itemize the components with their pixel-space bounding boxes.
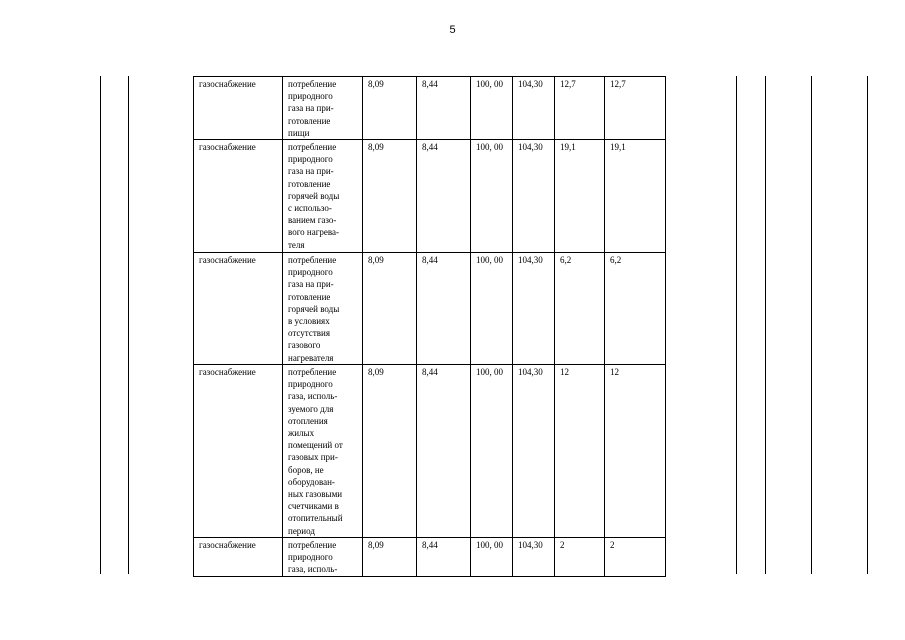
value-cell: 12,7 — [555, 77, 605, 140]
value-cell: 104,30 — [513, 365, 555, 538]
outer-column-line — [867, 76, 868, 574]
value-cell: 8,44 — [417, 365, 471, 538]
value-cell: 100, 00 — [471, 77, 513, 140]
description-cell: потребление природного газа, исполь- зуемого для отопления жилых помещений от газовых при- боров, не оборудован- ных газовыми счетчиками в отопительный период — [283, 365, 363, 538]
description-cell: потребление природного газа на при- готовление пищи — [283, 77, 363, 140]
outer-column-line — [765, 76, 766, 574]
page-number: 5 — [449, 24, 456, 36]
value-cell: 12,7 — [605, 77, 666, 140]
value-cell: 100, 00 — [471, 365, 513, 538]
value-cell: 2 — [555, 538, 605, 577]
value-cell: 12 — [555, 365, 605, 538]
value-cell: 8,09 — [363, 538, 417, 577]
tariff-table — [193, 76, 666, 577]
service-cell: газоснабжение — [194, 140, 283, 253]
value-cell: 12 — [605, 365, 666, 538]
value-cell: 104,30 — [513, 253, 555, 365]
table-row — [194, 538, 666, 577]
value-cell: 2 — [605, 538, 666, 577]
table-row — [194, 253, 666, 365]
value-cell: 8,09 — [363, 365, 417, 538]
service-cell: газоснабжение — [194, 365, 283, 538]
value-cell: 104,30 — [513, 538, 555, 577]
outer-column-line — [736, 76, 737, 574]
value-cell: 6,2 — [555, 253, 605, 365]
value-cell: 8,44 — [417, 538, 471, 577]
value-cell: 100, 00 — [471, 253, 513, 365]
value-cell: 100, 00 — [471, 140, 513, 253]
value-cell: 8,09 — [363, 77, 417, 140]
outer-column-line — [100, 76, 101, 574]
value-cell: 6,2 — [605, 253, 666, 365]
value-cell: 8,44 — [417, 253, 471, 365]
table-row — [194, 140, 666, 253]
description-cell: потребление природного газа на при- готовление горячей воды с использо- ванием газо- вого нагрева- теля — [283, 140, 363, 253]
value-cell: 100, 00 — [471, 538, 513, 577]
service-cell: газоснабжение — [194, 538, 283, 577]
value-cell: 8,09 — [363, 140, 417, 253]
value-cell: 19,1 — [605, 140, 666, 253]
value-cell: 8,09 — [363, 253, 417, 365]
table-row — [194, 365, 666, 538]
service-cell: газоснабжение — [194, 253, 283, 365]
outer-column-line — [128, 76, 129, 574]
value-cell: 8,44 — [417, 77, 471, 140]
table-row — [194, 77, 666, 140]
service-cell: газоснабжение — [194, 77, 283, 140]
outer-column-line — [811, 76, 812, 574]
value-cell: 19,1 — [555, 140, 605, 253]
value-cell: 104,30 — [513, 77, 555, 140]
description-cell: потребление природного газа на при- готовление горячей воды в условиях отсутствия газового нагревателя — [283, 253, 363, 365]
value-cell: 104,30 — [513, 140, 555, 253]
description-cell: потребление природного газа, исполь- — [283, 538, 363, 577]
value-cell: 8,44 — [417, 140, 471, 253]
